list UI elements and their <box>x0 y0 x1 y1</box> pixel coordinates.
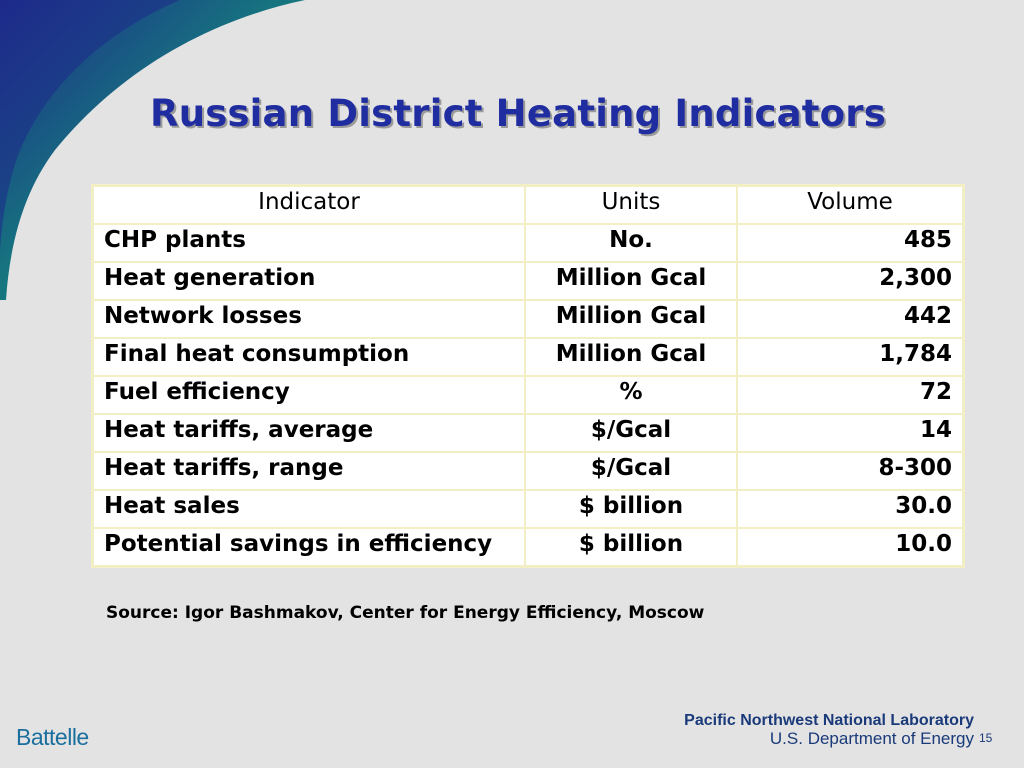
indicator-cell: Heat tariffs, average <box>93 414 526 452</box>
page-number: 15 <box>979 731 993 745</box>
table-row <box>93 452 964 490</box>
indicator-cell: Heat sales <box>93 490 526 528</box>
source-note: Source: Igor Bashmakov, Center for Energy Efficiency, Moscow <box>106 603 705 623</box>
department-name: U.S. Department of Energy <box>769 729 974 748</box>
units-cell: $ billion <box>525 490 737 528</box>
pnnl-logo <box>684 712 974 748</box>
table-row <box>93 300 964 338</box>
indicator-cell: Fuel efficiency <box>93 376 526 414</box>
table-row <box>93 414 964 452</box>
units-cell: $/Gcal <box>525 452 737 490</box>
indicator-cell: Heat tariffs, range <box>93 452 526 490</box>
battelle-logo: Battelle <box>16 724 89 750</box>
volume-cell: 72 <box>737 376 964 414</box>
header-units: Units <box>525 186 737 225</box>
table-row <box>93 262 964 300</box>
units-cell: Million Gcal <box>525 338 737 376</box>
table-row <box>93 224 964 262</box>
volume-cell: 485 <box>737 224 964 262</box>
table-header-row <box>93 186 964 225</box>
page-title: Russian District Heating Indicators <box>150 92 886 135</box>
volume-cell: 30.0 <box>737 490 964 528</box>
header-indicator: Indicator <box>93 186 526 225</box>
indicator-cell: CHP plants <box>93 224 526 262</box>
table-row <box>93 376 964 414</box>
lab-name: Pacific Northwest National Laboratory <box>684 712 974 729</box>
units-cell: No. <box>525 224 737 262</box>
units-cell: $ billion <box>525 528 737 567</box>
indicator-cell: Heat generation <box>93 262 526 300</box>
units-cell: Million Gcal <box>525 262 737 300</box>
table-row <box>93 338 964 376</box>
header-volume: Volume <box>737 186 964 225</box>
table-row <box>93 490 964 528</box>
indicators-table <box>91 184 965 568</box>
table-row <box>93 528 964 567</box>
units-cell: % <box>525 376 737 414</box>
units-cell: Million Gcal <box>525 300 737 338</box>
volume-cell: 14 <box>737 414 964 452</box>
units-cell: $/Gcal <box>525 414 737 452</box>
volume-cell: 442 <box>737 300 964 338</box>
volume-cell: 1,784 <box>737 338 964 376</box>
volume-cell: 10.0 <box>737 528 964 567</box>
volume-cell: 8-300 <box>737 452 964 490</box>
indicator-cell: Potential savings in efficiency <box>93 528 526 567</box>
volume-cell: 2,300 <box>737 262 964 300</box>
indicator-cell: Network losses <box>93 300 526 338</box>
indicator-cell: Final heat consumption <box>93 338 526 376</box>
